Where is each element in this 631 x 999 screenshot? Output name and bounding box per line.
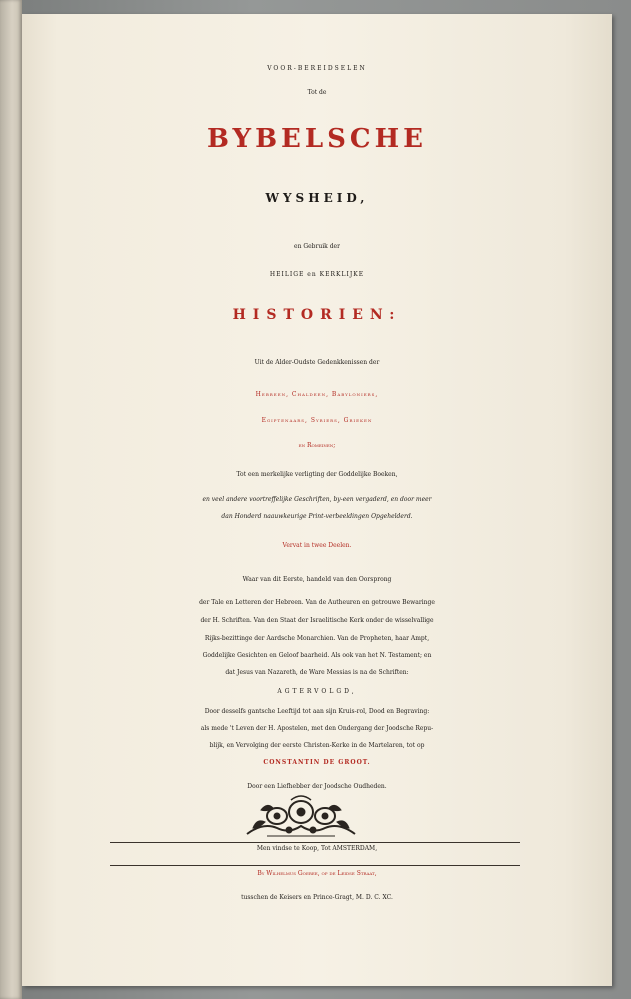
heading-tot-de: Tot de	[307, 89, 327, 96]
text-en-veel-andere: en veel andere voortreffelijke Geschriften, by-een vergaderd, en door meer	[202, 496, 432, 503]
body-line-8: blijk, en Vervolging der eerste Christen-Kerke in de Martelaren, tot op	[209, 742, 425, 749]
heading-historien: HISTORIEN:	[232, 307, 402, 323]
body-line-7: als mede 't Leven der H. Apostelen, met den Ondergang der Joodsche Repu-	[200, 725, 434, 732]
nations-line-3: en Romeinen;	[298, 442, 336, 449]
imprint-address-date: tusschen de Keisers en Prince-Gragt, M. D. C. XC.	[241, 894, 393, 901]
nations-line-1: Hebreen, Chaldeen, Babyloniers,	[255, 391, 379, 398]
text-agtervolgd: AGTERVOLGD,	[277, 688, 357, 695]
body-line-1: der Tale en Letteren der Hebreen. Van de Autheuren en getrouwe Bewaringe	[199, 599, 435, 606]
text-tot-een-merkelijke: Tot een merkelijke verligting der Goddelijke Boeken,	[236, 471, 398, 478]
text-waar-van-dit-eerste: Waar van dit Eerste, handeld van den Oorsprong	[242, 576, 392, 583]
nations-line-2: Egiptenaars, Syriers, Grieken	[261, 417, 373, 424]
text-en-gebruik-der: en Gebruik der	[294, 243, 340, 250]
floral-vignette-icon	[243, 794, 359, 840]
heading-vervat-in-twee-deelen: Vervat in twee Deelen.	[282, 542, 352, 549]
body-line-6: Door desselfs gantsche Leeftijd tot aan sijn Kruis-rol, Dood en Begraving:	[204, 708, 430, 715]
body-line-3: Rijks-bezittinge der Aardsche Monarchien. Van de Propheten, haar Ampt,	[204, 635, 430, 642]
text-uit-de-alder-oudste: Uit de Alder-Oudste Gedenkkenissen der	[254, 359, 380, 366]
rule-middle	[110, 865, 520, 866]
heading-voor-bereidselen: VOOR-BEREIDSELEN	[267, 65, 367, 72]
imprint-men-vindse: Men vindse te Koop, Tot AMSTERDAM,	[256, 845, 378, 852]
body-line-5: dat Jesus van Nazareth, de Ware Messias is na de Schriften:	[225, 669, 409, 676]
rule-top	[110, 842, 520, 843]
book-spine-edge	[0, 0, 22, 999]
heading-bybelsche: BYBELSCHE	[206, 124, 427, 154]
heading-heilige-en-kerklijke: HEILIGE en KERKLIJKE	[269, 271, 365, 278]
body-line-2: der H. Schriften. Van den Staat der Israelitische Kerk onder de wisselvallige	[200, 617, 434, 624]
text-dan-honderd: dan Honderd naauwkeurige Print-verbeeldingen Opgehelderd.	[221, 513, 413, 520]
author-name: CONSTANTIN DE GROOT.	[263, 759, 371, 766]
imprint-publisher: By Wilhelmus Goeree, op de Leidse Straat,	[257, 870, 377, 877]
heading-wysheid: WYSHEID,	[265, 191, 369, 205]
body-line-4: Goddelijke Gesichten en Geloof baarheid. Als ook van het N. Testament; en	[202, 652, 432, 659]
text-door-een-liefhebber: Door een Liefhebber der Joodsche Oudheden.	[247, 783, 387, 790]
